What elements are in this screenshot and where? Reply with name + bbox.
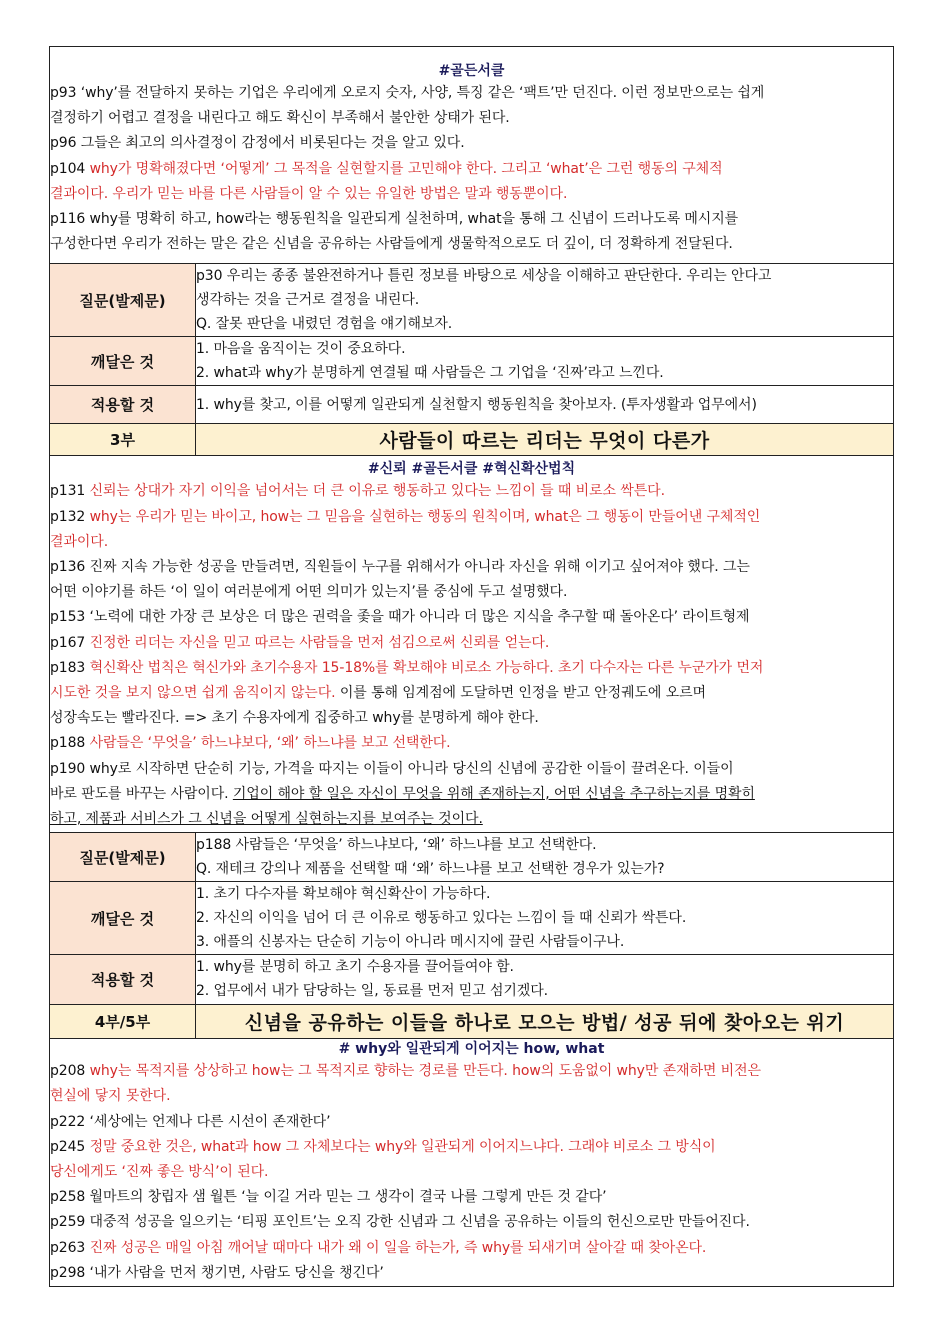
text-segment: 이를 통해 임계점에 도달하면 인정을 받고 안정궤도에 오르며 xyxy=(335,685,706,702)
text-segment: 결과이다. xyxy=(50,533,109,550)
text-segment: p263 xyxy=(50,1239,90,1256)
text-line: 3. 애플의 신봉자는 단순히 기능이 아니라 메시지에 끌린 사람들이구나. xyxy=(196,934,625,951)
text-segment: p136 진짜 지속 가능한 성공을 만들려면, 직원들이 누구를 위해서가 아니라 자신을 위해 이기고 싶어져야 했다. 그는 xyxy=(50,559,750,576)
realization-label: 깨달은 것 xyxy=(50,337,196,386)
text-line xyxy=(50,530,893,555)
text-line: 2. what과 why가 분명하게 연결될 때 사람들은 그 기업을 ‘진짜’라고 느낀다. xyxy=(196,365,664,382)
text-line xyxy=(50,1261,893,1286)
text-segment: 정말 중요한 것은, what과 how 그 자체보다는 why와 일관되게 이어지느냐다. 그래야 비로소 그 방식이 xyxy=(89,1138,716,1155)
text-segment: p167 xyxy=(50,634,90,651)
text-line xyxy=(50,807,893,832)
section-golden-circle xyxy=(50,47,894,264)
text-segment: p259 대중적 성공을 일으키는 ‘티핑 포인트’는 오직 강한 신념과 그 신념을 공유하는 이들의 헌신으로만 만들어진다. xyxy=(50,1214,750,1231)
text-line: 1. why를 찾고, 이를 어떻게 일관되게 실천할지 행동원칙을 찾아보자. (투자생활과 업무에서) xyxy=(196,396,757,413)
text-segment: 바로 판도를 바꾸는 사람이다. xyxy=(50,785,233,802)
text-line xyxy=(50,1210,893,1235)
text-segment: p93 ‘why’를 전달하지 못하는 기업은 우리에게 오로지 숫자, 사양, 특징 같은 ‘팩트’만 던진다. 이런 정보만으로는 쉽게 xyxy=(50,85,765,101)
text-line: Q. 재테크 강의나 제품을 선택할 때 ‘왜’ 하느냐를 보고 선택한 경우가 있는가? xyxy=(196,861,665,878)
text-line xyxy=(50,1185,893,1210)
text-segment: why가 명확해졌다면 ‘어떻게’ 그 목적을 실현할지를 고민해야 한다. 그리고 ‘what’은 그런 행동의 구체적 xyxy=(89,160,723,177)
part-title: 사람들이 따르는 리더는 무엇이 다른가 xyxy=(196,424,894,456)
text-segment: 결정하기 어렵고 결정을 내린다고 해도 확신이 부족해서 불안한 상태가 된다. xyxy=(50,110,510,127)
text-segment: p104 xyxy=(50,160,90,177)
text-segment: p183 xyxy=(50,659,90,676)
text-line xyxy=(50,757,893,782)
question-label: 질문(발제문) xyxy=(50,833,196,882)
text-segment: 혁신확산 법칙은 혁신가와 초기수용자 15-18%를 확보해야 비로소 가능하다. 초기 다수자는 다른 누군가가 먼저 xyxy=(89,659,764,676)
text-segment: p190 why로 시작하면 단순히 기능, 가격을 따지는 이들이 아니라 당신의 신념에 공감한 이들이 끌려온다. 이들이 xyxy=(50,760,734,777)
text-segment: 진짜 성공은 매일 아침 깨어날 때마다 내가 왜 이 일을 하는가, 즉 why를 되새기며 살아갈 때 찾아온다. xyxy=(89,1239,707,1256)
section-tag: #골든서클 xyxy=(438,63,505,79)
text-line xyxy=(50,1135,893,1160)
part-number: 4부/5부 xyxy=(50,1005,196,1039)
text-line: p30 우리는 종종 불완전하거나 틀린 정보를 바탕으로 세상을 이해하고 판단한다. 우리는 안다고 xyxy=(196,268,772,285)
reading-notes-table xyxy=(49,46,894,1287)
text-line xyxy=(50,1059,893,1084)
text-line xyxy=(50,232,893,257)
text-line xyxy=(50,106,893,131)
text-segment: p188 xyxy=(50,735,90,752)
text-segment: 성장속도는 빨라진다. => 초기 수용자에게 집중하고 why를 분명하게 해야 한다. xyxy=(50,710,539,727)
section-body xyxy=(50,1059,893,1286)
text-line: 생각하는 것을 근거로 결정을 내린다. xyxy=(196,292,420,309)
text-segment: 현실에 닿지 못한다. xyxy=(50,1088,171,1105)
text-line xyxy=(50,555,893,580)
application-label: 적용할 것 xyxy=(50,386,196,424)
text-segment: 구성한다면 우리가 전하는 말은 같은 신념을 공유하는 사람들에게 생물학적으로도 더 깊이, 더 정확하게 전달된다. xyxy=(50,236,733,253)
text-line: p188 사람들은 ‘무엇을’ 하느냐보다, ‘왜’ 하느냐를 보고 선택한다. xyxy=(196,837,597,854)
section-body xyxy=(50,81,893,257)
text-segment: 결과이다. 우리가 믿는 바를 다른 사람들이 알 수 있는 유일한 방법은 말과 행동뿐이다. xyxy=(50,185,568,202)
text-line: 1. why를 분명히 하고 초기 수용자를 끌어들여야 함. xyxy=(196,959,514,976)
text-line: Q. 잘못 판단을 내렸던 경험을 얘기해보자. xyxy=(196,316,453,333)
text-segment: p96 그들은 최고의 의사결정이 감정에서 비롯된다는 것을 알고 있다. xyxy=(50,135,465,152)
text-line xyxy=(50,182,893,207)
text-segment: p132 xyxy=(50,508,90,525)
text-segment: 어떤 이야기를 하든 ‘이 일이 여러분에게 어떤 의미가 있는지’를 중심에 두고 설명했다. xyxy=(50,584,568,601)
text-line: 1. 마음을 움직이는 것이 중요하다. xyxy=(196,341,406,358)
text-line: 2. 자신의 이익을 넘어 더 큰 이유로 행동하고 있다는 느낌이 들 때 신뢰가 싹튼다. xyxy=(196,910,687,927)
text-segment: why는 목적지를 상상하고 how는 그 목적지로 향하는 경로를 만든다. how의 도움없이 why만 존재하면 비전은 xyxy=(89,1063,761,1080)
text-segment: p116 why를 명확히 하고, how라는 행동원칙을 일관되게 실천하며, what을 통해 그 신념이 드러나도록 메시지를 xyxy=(50,211,739,228)
text-segment: p153 ‘노력에 대한 가장 큰 보상은 더 많은 권력을 좇을 때가 아니라 더 많은 지식을 추구할 때 돌아온다’ 라이트형제 xyxy=(50,609,750,626)
text-line xyxy=(50,157,893,182)
text-line xyxy=(50,731,893,756)
realization-content xyxy=(196,882,894,955)
text-line xyxy=(50,1110,893,1135)
text-segment: 신뢰는 상대가 자기 이익을 넘어서는 더 큰 이유로 행동하고 있다는 느낌이 들 때 비로소 싹튼다. xyxy=(89,483,665,500)
question-content xyxy=(196,833,894,882)
text-segment: p245 xyxy=(50,1138,90,1155)
text-segment: 진정한 리더는 자신을 믿고 따르는 사람들을 먼저 섬김으로써 신뢰를 얻는다. xyxy=(89,634,550,651)
text-line xyxy=(50,1236,893,1261)
section-body xyxy=(50,479,893,832)
text-line xyxy=(50,505,893,530)
text-segment: 기업이 해야 할 일은 자신이 무엇을 위해 존재하는지, 어떤 신념을 추구하는지를 명확히 xyxy=(232,785,755,802)
application-content xyxy=(196,386,894,424)
text-line xyxy=(50,479,893,504)
section-consistency xyxy=(50,1039,894,1287)
text-line xyxy=(50,605,893,630)
text-segment: p298 ‘내가 사람을 먼저 챙기면, 사람도 당신을 챙긴다’ xyxy=(50,1264,384,1281)
text-line xyxy=(50,656,893,681)
text-segment: 당신에게도 ‘진짜 좋은 방식’이 된다. xyxy=(50,1164,269,1181)
text-segment: p131 xyxy=(50,483,90,500)
section-tag: #신뢰 #골든서클 #혁신확산법칙 xyxy=(367,461,576,478)
realization-content xyxy=(196,337,894,386)
text-line xyxy=(50,631,893,656)
text-line xyxy=(50,706,893,731)
text-segment: p222 ‘세상에는 언제나 다른 시선이 존재한다’ xyxy=(50,1113,331,1130)
section-tag: # why와 일관되게 이어지는 how, what xyxy=(338,1041,605,1058)
text-line: 1. 초기 다수자를 확보해야 혁신확산이 가능하다. xyxy=(196,886,491,903)
text-line xyxy=(50,131,893,156)
text-line xyxy=(50,1084,893,1109)
text-line xyxy=(50,580,893,605)
realization-label: 깨달은 것 xyxy=(50,882,196,955)
text-line xyxy=(50,81,893,106)
application-content xyxy=(196,955,894,1005)
text-segment: 시도한 것을 보지 않으면 쉽게 움직이지 않는다. xyxy=(50,685,336,702)
text-segment: 사람들은 ‘무엇을’ 하느냐보다, ‘왜’ 하느냐를 보고 선택한다. xyxy=(89,735,451,752)
text-line xyxy=(50,681,893,706)
text-line xyxy=(50,1160,893,1185)
question-content xyxy=(196,264,894,337)
application-label: 적용할 것 xyxy=(50,955,196,1005)
text-segment: 하고, 제품과 서비스가 그 신념을 어떻게 실현하는지를 보여주는 것이다. xyxy=(50,811,483,828)
question-label: 질문(발제문) xyxy=(50,264,196,337)
text-line xyxy=(50,782,893,807)
part-title: 신념을 공유하는 이들을 하나로 모으는 방법/ 성공 뒤에 찾아오는 위기 xyxy=(196,1005,894,1039)
section-trust xyxy=(50,456,894,833)
text-line xyxy=(50,207,893,232)
text-line: 2. 업무에서 내가 담당하는 일, 동료를 먼저 믿고 섬기겠다. xyxy=(196,983,548,1000)
text-segment: p258 월마트의 창립자 샘 월튼 ‘늘 이길 거라 믿는 그 생각이 결국 나를 그렇게 만든 것 같다’ xyxy=(50,1189,607,1206)
text-segment: p208 xyxy=(50,1063,90,1080)
part-number: 3부 xyxy=(50,424,196,456)
text-segment: why는 우리가 믿는 바이고, how는 그 믿음을 실현하는 행동의 원칙이며, what은 그 행동이 만들어낸 구체적인 xyxy=(89,508,761,525)
